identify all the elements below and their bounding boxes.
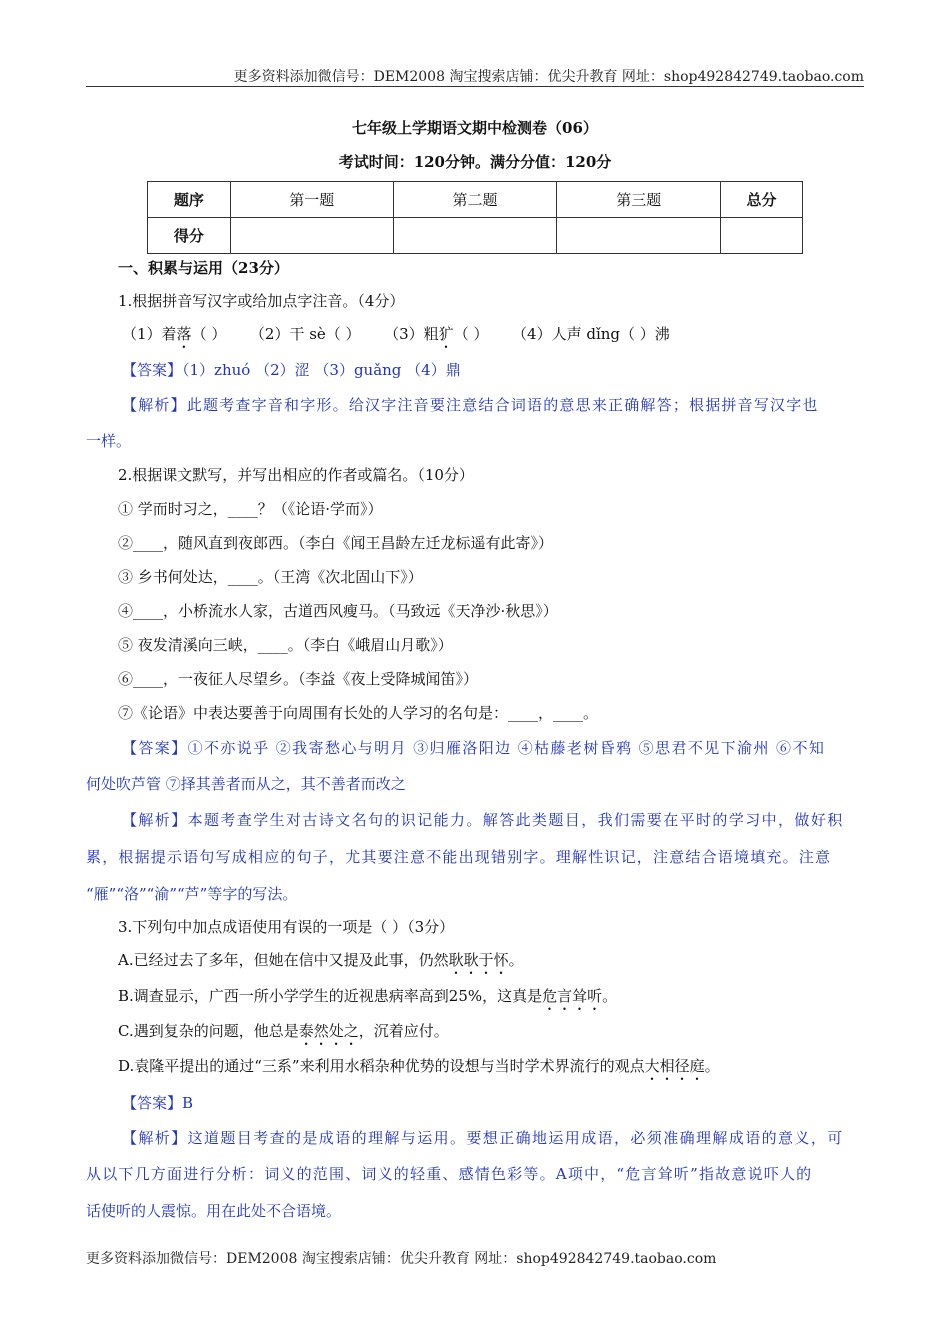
analysis-line: 累，根据提示语句写成相应的句子，尤其要注意不能出现错别字。理解性识记，注意结合语境填充。注意 <box>86 848 832 866</box>
table-row <box>148 218 803 254</box>
dotted-char: 落 <box>176 325 192 343</box>
fill-line: ① 学而时习之，____？（《论语·学而》） <box>118 500 383 518</box>
score-table <box>147 181 803 254</box>
analysis-line <box>122 394 819 415</box>
table-header-cell: 第二题 <box>393 182 557 218</box>
table-row <box>148 182 803 218</box>
fill-line: ⑤ 夜发清溪向三峡，____。（李白《峨眉山月歌》） <box>118 636 453 654</box>
analysis-line: “雁”“洛”“渝”“芦”等字的写法。 <box>86 885 298 903</box>
dotted-char: 犷 <box>438 325 454 343</box>
analysis-text: 此题考查字音和字形。给汉字注音要注意结合词语的意思来正确解答；根据拼音写汉字也 <box>186 396 819 414</box>
fill-line: ⑦《论语》中表达要善于向周围有长处的人学习的名句是：____，____。 <box>118 704 599 722</box>
analysis-line <box>122 809 844 830</box>
option-text: ，沉着应付。 <box>358 1022 449 1040</box>
dotted-idiom: 大相径庭 <box>644 1057 705 1075</box>
table-header-cell: 题序 <box>148 182 231 218</box>
option-a <box>118 949 524 978</box>
dotted-idiom: 耿耿于怀 <box>448 951 509 969</box>
answer-text: ①不亦说乎 ②我寄愁心与明月 ③归雁洛阳边 ④枯藤老树昏鸦 ⑤思君不见下渝州 ⑥不知 <box>187 739 826 757</box>
answer-tag: 【答案】 <box>122 361 183 379</box>
fill-line: ②____，随风直到夜郎西。（李白《闻王昌龄左迁龙标遥有此寄》） <box>118 534 554 552</box>
option-d <box>118 1055 720 1084</box>
fill-line: ④____，小桥流水人家，古道西风瘦马。（马致远《天净沙·秋思》） <box>118 602 558 620</box>
table-header-cell: 第三题 <box>557 182 721 218</box>
score-cell <box>230 218 393 254</box>
question-items <box>122 323 670 352</box>
question-stem: 1.根据拼音写汉字或给加点字注音。（4分） <box>118 292 405 310</box>
page-footer: 更多资料添加微信号：DEM2008 淘宝搜索店铺：优尖升教育 网址：shop492842749.taobao.com <box>86 1251 717 1267</box>
item-text: （4）人声 dǐng（ ）沸 <box>512 325 670 343</box>
score-cell <box>721 218 803 254</box>
dotted-idiom: 泰然处之 <box>298 1022 359 1040</box>
answer-line <box>122 1092 193 1113</box>
option-text: 。 <box>602 987 618 1005</box>
option-text: D.袁隆平提出的通过“三系”来利用水稻杂种优势的设想与当时学术界流行的观点 <box>118 1057 645 1075</box>
exam-title: 七年级上学期语文期中检测卷（06） <box>352 119 598 137</box>
table-header-cell: 第一题 <box>230 182 393 218</box>
answer-tag: 【答案】 <box>122 1094 183 1112</box>
item-text: （2）干 sè（ ） <box>249 325 361 343</box>
answer-line <box>122 359 461 380</box>
option-text: B.调查显示，广西一所小学学生的近视患病率高到25%，这真是 <box>118 987 543 1005</box>
analysis-text: 这道题目考查的是成语的理解与运用。要想正确地运用成语，必须准确理解成语的意义，可 <box>187 1129 844 1147</box>
analysis-text: 本题考查学生对古诗文名句的识记能力。解答此类题目，我们需要在平时的学习中，做好积 <box>187 811 844 829</box>
answer-text: （1）zhuó （2）涩 （3）guǎng （4）鼎 <box>182 361 461 379</box>
option-text: A.已经过去了多年，但她在信中又提及此事，仍然 <box>118 951 449 969</box>
analysis-line: 一样。 <box>86 432 132 450</box>
analysis-line: 从以下几方面进行分析：词义的范围、词义的轻重、感情色彩等。A项中，“危言耸听”指故意说吓人的 <box>86 1165 813 1183</box>
section-heading: 一、积累与运用（23分） <box>118 259 289 277</box>
header-divider <box>86 86 864 87</box>
page-header: 更多资料添加微信号：DEM2008 淘宝搜索店铺：优尖升教育 网址：shop492842749.taobao.com <box>233 69 864 85</box>
question-stem: 3.下列句中加点成语使用有误的一项是（ ）（3分） <box>118 918 455 936</box>
item-text: （3）粗 <box>384 325 439 343</box>
option-text: C.遇到复杂的问题，他总是 <box>118 1022 299 1040</box>
analysis-tag: 【解析】 <box>122 1129 188 1147</box>
table-header-cell: 总分 <box>721 182 803 218</box>
dotted-idiom: 危言耸听 <box>542 987 603 1005</box>
fill-line: ⑥____，一夜征人尽望乡。（李益《夜上受降城闻笛》） <box>118 670 479 688</box>
exam-subtitle: 考试时间：120分钟。满分分值：120分 <box>338 153 612 171</box>
item-text: （ ） <box>191 325 227 343</box>
table-row-label: 得分 <box>148 218 231 254</box>
answer-tag: 【答案】 <box>122 739 188 757</box>
analysis-line: 话使听的人震惊。用在此处不合语境。 <box>86 1202 342 1220</box>
score-cell <box>393 218 557 254</box>
option-text: 。 <box>508 951 524 969</box>
answer-line <box>122 737 825 758</box>
option-b <box>118 985 617 1014</box>
answer-text: B <box>182 1094 194 1112</box>
analysis-tag: 【解析】 <box>122 811 188 829</box>
analysis-tag: 【解析】 <box>122 396 187 414</box>
fill-line: ③ 乡书何处达，____。（王湾《次北固山下》） <box>118 568 423 586</box>
score-cell <box>557 218 721 254</box>
answer-line: 何处吹芦管 ⑦择其善者而从之，其不善者而改之 <box>86 775 406 793</box>
item-text: （ ） <box>453 325 489 343</box>
question-stem: 2.根据课文默写，并写出相应的作者或篇名。（10分） <box>118 466 474 484</box>
item-text: （1）着 <box>122 325 177 343</box>
analysis-line <box>122 1127 844 1148</box>
option-c <box>118 1020 449 1049</box>
option-text: 。 <box>704 1057 720 1075</box>
